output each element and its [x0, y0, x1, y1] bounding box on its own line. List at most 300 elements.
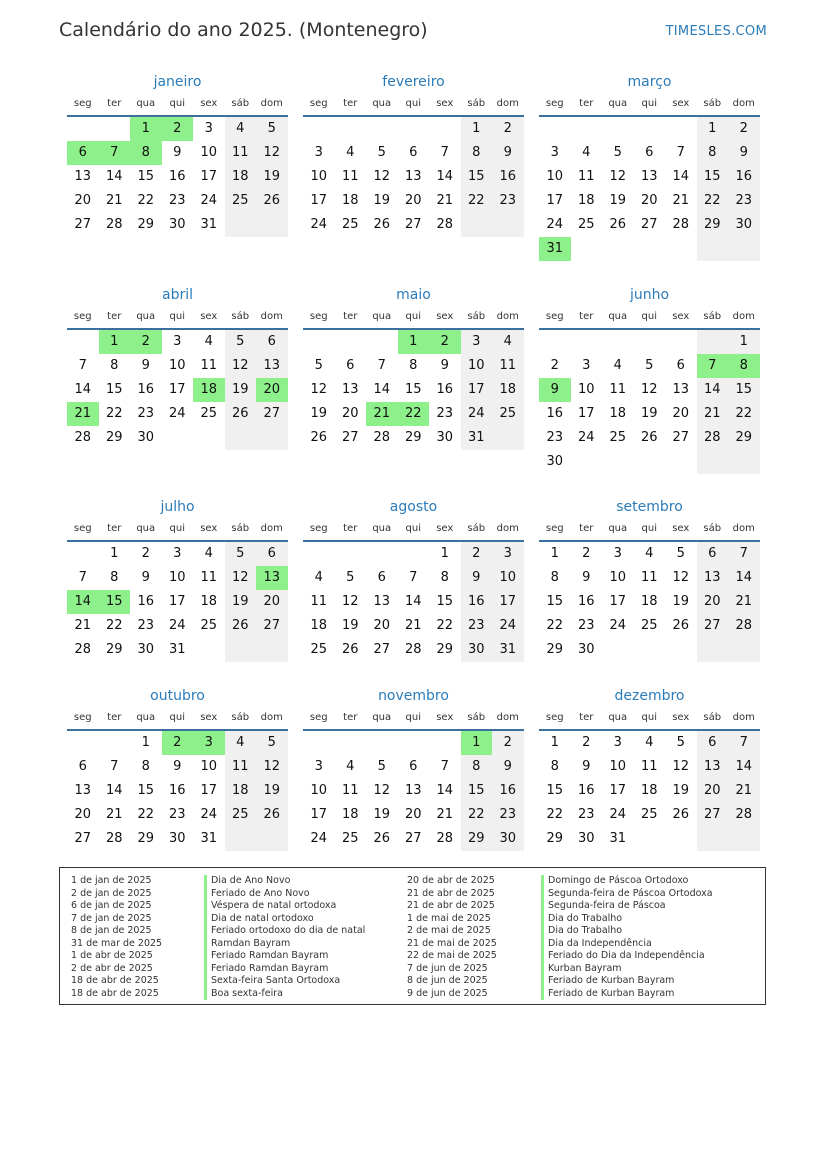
day-cell: 2 — [492, 731, 524, 755]
day-cell: 19 — [225, 378, 257, 402]
day-cell: 18 — [310, 618, 328, 633]
day-grid — [67, 542, 288, 662]
day-cell: 12 — [640, 382, 658, 397]
weekday-label: qui — [169, 311, 185, 322]
day-cell: 17 — [310, 193, 328, 208]
day-cell: 8 — [461, 755, 493, 779]
weekday-header — [303, 522, 524, 542]
day-cell: 13 — [373, 594, 391, 609]
empty-cell — [602, 237, 634, 261]
month-name: dezembro — [614, 688, 685, 704]
day-cell: 24 — [200, 807, 218, 822]
day-grid — [539, 731, 760, 851]
day-cell: 5 — [225, 330, 257, 354]
day-cell: 23 — [577, 807, 595, 822]
month-dezembro — [539, 687, 760, 851]
empty-cell — [99, 731, 131, 755]
day-cell: 9 — [582, 759, 591, 774]
month-setembro — [539, 498, 760, 662]
legend-date: 2 de jan de 2025 — [71, 887, 152, 899]
day-cell: 27 — [640, 217, 658, 232]
weekday-label: dom — [496, 311, 519, 322]
empty-cell — [728, 827, 760, 851]
day-cell: 3 — [550, 145, 559, 160]
day-cell: 14 — [436, 783, 454, 798]
weekday-label: qui — [405, 311, 421, 322]
day-cell: 12 — [225, 354, 257, 378]
day-cell: 3 — [582, 358, 591, 373]
day-cell: 23 — [492, 803, 524, 827]
day-cell: 14 — [672, 169, 690, 184]
day-cell: 12 — [256, 141, 288, 165]
weekday-label: sáb — [467, 98, 486, 109]
day-cell: 25 — [492, 402, 524, 426]
month-name: setembro — [616, 499, 683, 515]
day-cell: 8 — [110, 570, 119, 585]
day-cell: 14 — [404, 594, 422, 609]
legend-holiday-name: Sexta-feira Santa Ortodoxa — [211, 975, 341, 986]
weekday-label: dom — [260, 98, 283, 109]
day-cell: 28 — [697, 426, 729, 450]
weekday-label: qua — [608, 712, 628, 723]
day-cell: 10 — [461, 354, 493, 378]
day-cell: 21 — [728, 590, 760, 614]
day-cell: 1 — [110, 546, 119, 561]
day-cell: 28 — [436, 831, 454, 846]
weekday-header — [303, 97, 524, 117]
day-cell: 25 — [341, 831, 359, 846]
empty-cell — [728, 237, 760, 261]
month-julho — [67, 498, 288, 662]
day-cell: 19 — [341, 618, 359, 633]
weekday-label: sex — [200, 712, 218, 723]
weekday-label: seg — [545, 98, 564, 109]
day-cell: 24 — [168, 618, 186, 633]
day-cell: 14 — [105, 783, 123, 798]
day-cell: 30 — [137, 430, 155, 445]
day-cell: 2 — [550, 358, 559, 373]
day-cell: 3 — [492, 542, 524, 566]
day-cell: 30 — [546, 454, 564, 469]
weekday-label: sex — [200, 98, 218, 109]
day-cell: 24 — [609, 807, 627, 822]
day-cell: 13 — [672, 382, 690, 397]
day-cell: 10 — [492, 566, 524, 590]
legend-date: 2 de abr de 2025 — [71, 962, 153, 974]
day-cell: 27 — [74, 217, 92, 232]
day-cell: 5 — [225, 542, 257, 566]
holiday-day-cell: 1 — [461, 731, 493, 755]
weekday-label: sex — [200, 523, 218, 534]
day-cell: 29 — [728, 426, 760, 450]
day-cell: 4 — [645, 735, 654, 750]
day-cell: 20 — [404, 193, 422, 208]
month-name: fevereiro — [382, 74, 445, 90]
day-cell: 8 — [697, 141, 729, 165]
legend-holiday-name: Feriado de Ano Novo — [211, 887, 310, 899]
day-cell: 24 — [577, 430, 595, 445]
empty-cell — [193, 638, 225, 662]
day-cell: 17 — [168, 382, 186, 397]
day-cell: 22 — [461, 803, 493, 827]
day-cell: 30 — [137, 642, 155, 657]
day-cell: 18 — [225, 779, 257, 803]
day-cell: 9 — [582, 570, 591, 585]
legend-date: 18 de abr de 2025 — [71, 975, 159, 986]
day-cell: 20 — [697, 779, 729, 803]
day-cell: 7 — [409, 570, 418, 585]
day-cell: 27 — [373, 642, 391, 657]
legend-holiday-name: Dia do Trabalho — [548, 925, 623, 936]
day-cell: 11 — [200, 358, 218, 373]
weekday-label: qua — [372, 523, 392, 534]
day-cell: 21 — [672, 193, 690, 208]
day-cell: 12 — [672, 570, 690, 585]
day-cell: 29 — [461, 827, 493, 851]
day-cell: 7 — [676, 145, 685, 160]
day-cell: 30 — [436, 430, 454, 445]
weekday-label: sex — [672, 311, 690, 322]
empty-cell — [335, 117, 367, 141]
legend-holiday-name: Segunda-feira de Páscoa — [548, 900, 666, 911]
day-cell: 2 — [582, 546, 591, 561]
holiday-day-cell: 13 — [256, 566, 288, 590]
day-cell: 19 — [310, 406, 328, 421]
weekday-label: ter — [579, 311, 594, 322]
day-cell: 25 — [640, 807, 658, 822]
weekday-header — [539, 310, 760, 330]
day-cell: 27 — [697, 614, 729, 638]
empty-cell — [366, 731, 398, 755]
day-cell: 16 — [728, 165, 760, 189]
day-cell: 22 — [137, 193, 155, 208]
weekday-label: seg — [309, 523, 328, 534]
empty-cell — [256, 426, 288, 450]
weekday-label: seg — [545, 712, 564, 723]
holiday-day-cell: 3 — [193, 731, 225, 755]
day-cell: 16 — [577, 783, 595, 798]
empty-cell — [697, 638, 729, 662]
day-cell: 15 — [697, 165, 729, 189]
legend-divider — [204, 875, 207, 1000]
weekday-label: sáb — [703, 712, 722, 723]
legend-holiday-name: Feriado Ramdan Bayram — [211, 962, 329, 974]
day-cell: 17 — [546, 193, 564, 208]
empty-cell — [335, 731, 367, 755]
day-cell: 9 — [492, 755, 524, 779]
day-cell: 22 — [697, 189, 729, 213]
day-cell: 11 — [492, 354, 524, 378]
day-cell: 7 — [377, 358, 386, 373]
day-cell: 8 — [110, 358, 119, 373]
day-cell: 21 — [74, 618, 92, 633]
day-cell: 30 — [461, 638, 493, 662]
day-cell: 14 — [728, 566, 760, 590]
legend-divider — [541, 875, 544, 1000]
day-cell: 6 — [256, 330, 288, 354]
day-cell: 17 — [492, 590, 524, 614]
weekday-header — [67, 711, 288, 731]
day-cell: 11 — [341, 169, 359, 184]
day-cell: 26 — [609, 217, 627, 232]
day-cell: 24 — [609, 618, 627, 633]
day-cell: 27 — [697, 803, 729, 827]
holiday-day-cell: 31 — [539, 237, 571, 261]
day-cell: 11 — [640, 570, 658, 585]
day-cell: 4 — [204, 334, 213, 349]
empty-cell — [193, 426, 225, 450]
day-cell: 8 — [409, 358, 418, 373]
day-cell: 27 — [672, 430, 690, 445]
day-grid — [67, 731, 288, 851]
holiday-day-cell: 9 — [539, 378, 571, 402]
day-cell: 9 — [141, 570, 150, 585]
day-cell: 6 — [346, 358, 355, 373]
weekday-label: ter — [343, 98, 358, 109]
legend-holiday-name: Boa sexta-feira — [211, 987, 283, 999]
day-cell: 30 — [492, 827, 524, 851]
day-cell: 9 — [728, 141, 760, 165]
weekday-label: sáb — [703, 311, 722, 322]
weekday-label: dom — [496, 98, 519, 109]
day-cell: 30 — [728, 213, 760, 237]
legend-holiday-name: Segunda-feira de Páscoa Ortodoxa — [548, 887, 713, 899]
day-cell: 23 — [168, 193, 186, 208]
day-cell: 16 — [436, 382, 454, 397]
day-cell: 18 — [492, 378, 524, 402]
weekday-label: sáb — [231, 712, 250, 723]
day-cell: 6 — [78, 759, 87, 774]
day-grid — [303, 330, 524, 450]
empty-cell — [571, 450, 603, 474]
day-cell: 5 — [256, 117, 288, 141]
day-cell: 7 — [110, 759, 119, 774]
day-cell: 30 — [577, 642, 595, 657]
day-cell: 1 — [697, 117, 729, 141]
day-cell: 27 — [341, 430, 359, 445]
weekday-label: ter — [579, 712, 594, 723]
weekday-label: qui — [169, 712, 185, 723]
weekday-label: qua — [136, 311, 156, 322]
day-cell: 17 — [200, 169, 218, 184]
day-cell: 17 — [168, 594, 186, 609]
day-cell: 4 — [346, 759, 355, 774]
day-cell: 13 — [74, 783, 92, 798]
day-cell: 21 — [436, 193, 454, 208]
weekday-label: ter — [579, 523, 594, 534]
day-cell: 22 — [436, 618, 454, 633]
empty-cell — [602, 638, 634, 662]
weekday-label: sex — [436, 311, 454, 322]
empty-cell — [225, 426, 257, 450]
weekday-label: qua — [608, 98, 628, 109]
day-cell: 20 — [74, 807, 92, 822]
empty-cell — [697, 237, 729, 261]
day-cell: 13 — [74, 169, 92, 184]
legend-holiday-name: Dia de Ano Novo — [211, 875, 291, 886]
legend-date: 1 de jan de 2025 — [71, 875, 152, 886]
empty-cell — [602, 330, 634, 354]
day-cell: 13 — [256, 354, 288, 378]
day-cell: 18 — [577, 193, 595, 208]
empty-cell — [461, 213, 493, 237]
day-cell: 9 — [461, 566, 493, 590]
weekday-header — [67, 310, 288, 330]
legend-holiday-name: Feriado de Kurban Bayram — [548, 975, 675, 986]
day-cell: 17 — [577, 406, 595, 421]
empty-cell — [492, 213, 524, 237]
day-cell: 26 — [225, 614, 257, 638]
day-cell: 10 — [200, 145, 218, 160]
weekday-label: sex — [436, 98, 454, 109]
day-cell: 11 — [225, 755, 257, 779]
day-cell: 19 — [373, 193, 391, 208]
day-cell: 22 — [105, 618, 123, 633]
empty-cell — [571, 237, 603, 261]
day-cell: 2 — [728, 117, 760, 141]
day-cell: 12 — [341, 594, 359, 609]
brand-link[interactable]: TIMESLES.COM — [665, 24, 767, 39]
day-cell: 31 — [200, 217, 218, 232]
weekday-label: qui — [641, 311, 657, 322]
holiday-day-cell: 18 — [193, 378, 225, 402]
page-title: Calendário do ano 2025. (Montenegro) — [59, 19, 428, 41]
weekday-label: seg — [545, 311, 564, 322]
empty-cell — [67, 330, 99, 354]
day-cell: 3 — [204, 121, 213, 136]
day-cell: 9 — [173, 145, 182, 160]
legend-date: 31 de mar de 2025 — [71, 937, 163, 949]
month-name: agosto — [389, 499, 438, 515]
day-cell: 19 — [373, 807, 391, 822]
day-cell: 3 — [461, 330, 493, 354]
weekday-label: qua — [608, 311, 628, 322]
day-cell: 3 — [173, 334, 182, 349]
day-cell: 20 — [341, 406, 359, 421]
weekday-label: qua — [372, 712, 392, 723]
holiday-day-cell: 2 — [130, 330, 162, 354]
day-cell: 1 — [461, 117, 493, 141]
legend-holiday-name: Ramdan Bayram — [211, 937, 291, 949]
day-cell: 25 — [640, 618, 658, 633]
empty-cell — [225, 638, 257, 662]
day-cell: 8 — [141, 759, 150, 774]
holiday-day-cell: 2 — [429, 330, 461, 354]
weekday-label: dom — [260, 712, 283, 723]
day-grid — [67, 117, 288, 237]
legend-holiday-name: Feriado ortodoxo do dia de natal — [211, 925, 366, 936]
weekday-label: dom — [732, 98, 755, 109]
day-cell: 8 — [440, 570, 449, 585]
empty-cell — [665, 450, 697, 474]
day-cell: 16 — [137, 594, 155, 609]
day-cell: 2 — [492, 117, 524, 141]
weekday-label: sáb — [703, 98, 722, 109]
day-cell: 19 — [256, 165, 288, 189]
day-cell: 17 — [609, 783, 627, 798]
empty-cell — [665, 117, 697, 141]
day-cell: 4 — [492, 330, 524, 354]
day-cell: 31 — [168, 642, 186, 657]
weekday-label: dom — [260, 523, 283, 534]
empty-cell — [571, 330, 603, 354]
day-cell: 5 — [676, 546, 685, 561]
day-grid — [539, 117, 760, 261]
weekday-label: qui — [641, 523, 657, 534]
day-cell: 16 — [168, 783, 186, 798]
empty-cell — [398, 731, 430, 755]
day-cell: 23 — [137, 406, 155, 421]
day-cell: 28 — [74, 642, 92, 657]
legend-date: 2 de mai de 2025 — [407, 925, 491, 936]
weekday-label: qua — [136, 98, 156, 109]
weekday-label: ter — [107, 523, 122, 534]
day-cell: 2 — [461, 542, 493, 566]
day-cell: 11 — [225, 141, 257, 165]
day-cell: 3 — [314, 145, 323, 160]
weekday-label: seg — [545, 523, 564, 534]
day-cell: 19 — [225, 590, 257, 614]
day-cell: 10 — [577, 382, 595, 397]
day-cell: 7 — [440, 759, 449, 774]
day-cell: 21 — [404, 618, 422, 633]
day-cell: 28 — [436, 217, 454, 232]
day-cell: 20 — [373, 618, 391, 633]
day-cell: 22 — [728, 402, 760, 426]
day-cell: 28 — [74, 430, 92, 445]
weekday-label: ter — [107, 712, 122, 723]
day-cell: 25 — [577, 217, 595, 232]
weekday-label: ter — [107, 98, 122, 109]
weekday-label: sáb — [703, 523, 722, 534]
month-name: novembro — [378, 688, 449, 704]
weekday-header — [539, 97, 760, 117]
day-cell: 11 — [200, 570, 218, 585]
weekday-label: sáb — [467, 712, 486, 723]
day-cell: 7 — [728, 542, 760, 566]
holiday-day-cell: 1 — [130, 117, 162, 141]
empty-cell — [303, 117, 335, 141]
day-cell: 3 — [173, 546, 182, 561]
day-cell: 14 — [74, 382, 92, 397]
weekday-label: qua — [372, 98, 392, 109]
legend-holiday-name: Véspera de natal ortodoxa — [211, 900, 337, 911]
empty-cell — [67, 117, 99, 141]
empty-cell — [539, 330, 571, 354]
weekday-label: qui — [169, 523, 185, 534]
day-cell: 5 — [645, 358, 654, 373]
empty-cell — [162, 426, 194, 450]
legend-date: 1 de abr de 2025 — [71, 950, 153, 961]
empty-cell — [697, 827, 729, 851]
holiday-day-cell: 2 — [162, 731, 194, 755]
month-name: maio — [396, 287, 431, 303]
weekday-label: qua — [136, 712, 156, 723]
day-cell: 29 — [105, 430, 123, 445]
day-cell: 5 — [314, 358, 323, 373]
day-cell: 1 — [550, 546, 559, 561]
day-grid — [539, 542, 760, 662]
day-cell: 23 — [137, 618, 155, 633]
weekday-label: sáb — [231, 523, 250, 534]
day-cell: 6 — [697, 542, 729, 566]
weekday-label: ter — [343, 311, 358, 322]
weekday-label: sáb — [231, 311, 250, 322]
day-cell: 4 — [613, 358, 622, 373]
day-grid — [67, 330, 288, 450]
day-cell: 6 — [377, 570, 386, 585]
day-cell: 26 — [341, 642, 359, 657]
